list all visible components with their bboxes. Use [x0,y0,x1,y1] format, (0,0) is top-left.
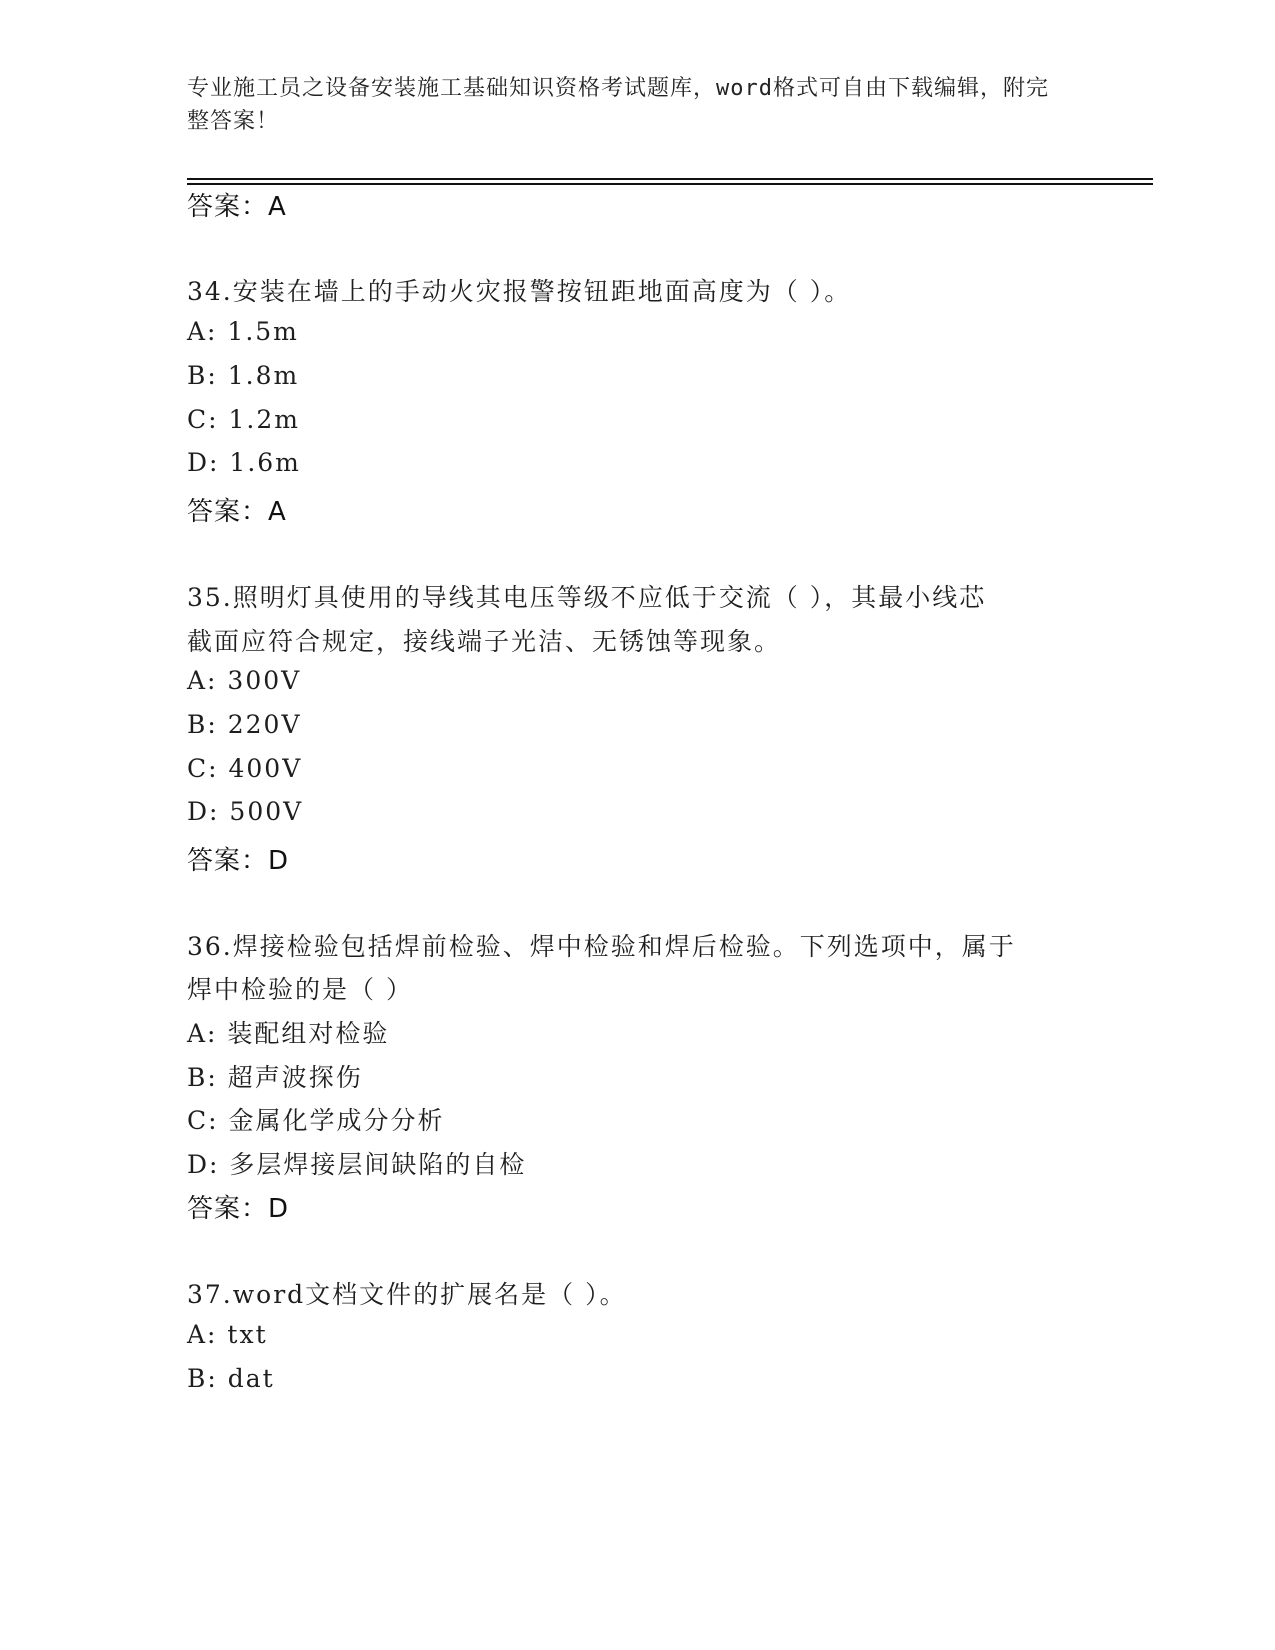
question-36-option-c: C: 金属化学成分分析 [187,1106,445,1135]
question-35-answer: 答案：D [187,846,290,876]
question-35-option-b: B: 220V [187,710,302,739]
question-35-option-d: D: 500V [187,797,304,826]
question-36-text-line1: 36.焊接检验包括焊前检验、焊中检验和焊后检验。下列选项中，属于 [187,932,1016,961]
question-37-option-b: B: dat [187,1364,275,1393]
header-divider-top [187,178,1153,180]
question-35-text-line2: 截面应符合规定，接线端子光洁、无锈蚀等现象。 [187,627,782,656]
prev-question-answer: 答案：A [187,192,287,222]
question-37-text: 37.word文档文件的扩展名是（ ）。 [187,1280,627,1309]
question-36-option-d: D: 多层焊接层间缺陷的自检 [187,1150,527,1179]
question-34-answer: 答案：A [187,497,287,527]
question-35-option-a: A: 300V [187,666,302,695]
question-37-option-a: A: txt [187,1320,268,1349]
question-34-text: 34.安装在墙上的手动火灾报警按钮距地面高度为（ ）。 [187,277,852,306]
question-34-option-d: D: 1.6m [187,448,301,477]
header-divider-bottom [187,183,1153,185]
question-36-text-line2: 焊中检验的是（ ） [187,975,413,1004]
question-35-option-c: C: 400V [187,754,303,783]
question-34-option-b: B: 1.8m [187,361,300,390]
intro-text: 专业施工员之设备安装施工基础知识资格考试题库，word格式可自由下载编辑，附完整答案！ [187,76,1049,134]
question-36-option-b: B: 超声波探伤 [187,1063,363,1092]
question-35-text-line1: 35.照明灯具使用的导线其电压等级不应低于交流（ ），其最小线芯 [187,583,987,612]
question-34-option-a: A: 1.5m [187,317,299,346]
question-36-answer: 答案：D [187,1194,290,1224]
question-36-option-a: A: 装配组对检验 [187,1019,390,1048]
document-intro [187,72,1067,138]
question-34-option-c: C: 1.2m [187,405,300,434]
